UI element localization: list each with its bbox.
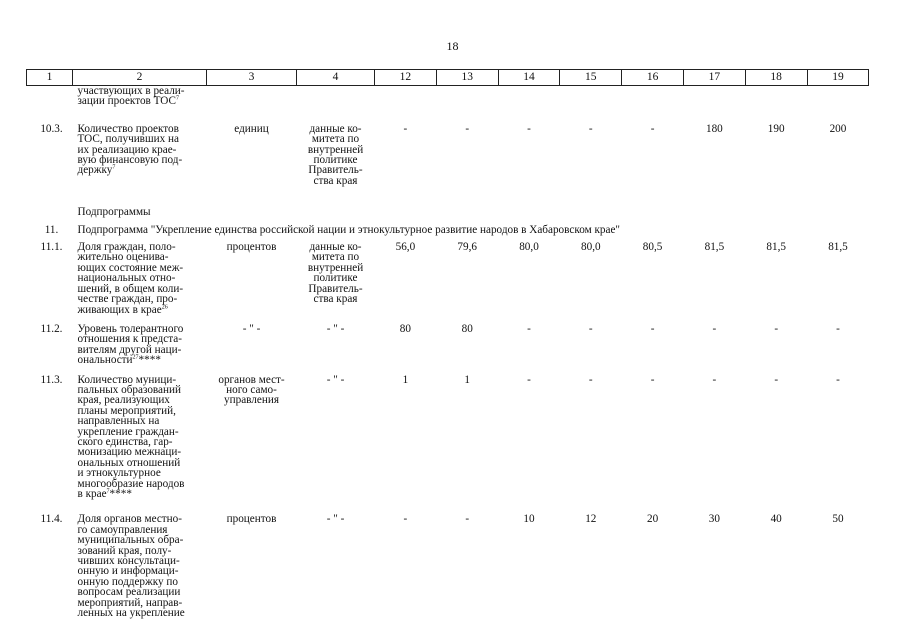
year-value xyxy=(498,86,560,124)
year-value xyxy=(498,124,560,207)
year-value-text: 80,0 xyxy=(519,241,539,254)
indicator-name xyxy=(73,324,207,375)
row-number xyxy=(27,207,73,224)
table-row xyxy=(27,324,869,375)
table-row xyxy=(27,225,869,242)
indicator-name xyxy=(73,375,207,515)
table-row xyxy=(27,86,869,124)
unit-of-measure xyxy=(207,124,297,207)
year-value-text: - xyxy=(465,122,470,135)
footnote-mark: 26 xyxy=(161,303,168,310)
footnote-asterisks: **** xyxy=(109,488,132,500)
row-number xyxy=(27,242,73,324)
footnote-mark: 7 xyxy=(176,95,179,102)
year-value-text: - xyxy=(836,373,840,386)
unit-of-measure xyxy=(207,86,297,124)
row-number xyxy=(27,86,73,124)
unit-of-measure-text: - " - xyxy=(242,322,261,335)
year-value-text: 1 xyxy=(464,373,470,386)
indicators-table xyxy=(26,69,869,618)
year-value xyxy=(807,514,869,618)
year-value-text: 80 xyxy=(461,322,473,335)
year-value-text: 190 xyxy=(767,122,785,135)
year-value-text: - xyxy=(712,322,717,335)
year-value-text: - xyxy=(588,373,593,386)
year-value xyxy=(375,86,437,124)
column-header: 13 xyxy=(436,70,498,86)
year-value-text: 79,6 xyxy=(457,241,477,254)
indicator-name xyxy=(73,124,207,207)
year-value xyxy=(807,242,869,324)
year-value xyxy=(375,375,437,515)
table-header-row xyxy=(27,70,869,86)
year-value xyxy=(436,514,498,618)
year-value-text: - xyxy=(527,122,531,135)
row-number xyxy=(27,514,73,618)
indicator-name-text: Доля граждан, поло- жительно оценива- ющих состояние меж- национальных отно- шений, в общем коли- честве граждан, про- живающих в крае xyxy=(77,241,184,316)
unit-of-measure xyxy=(207,514,297,618)
year-value xyxy=(560,375,622,515)
year-value-text: - xyxy=(403,513,408,526)
year-value xyxy=(498,514,560,618)
indicator-name xyxy=(73,86,207,124)
year-value xyxy=(560,86,622,124)
section-heading-text: Подпрограммы xyxy=(77,206,151,219)
row-number-text: 11.1. xyxy=(40,241,63,254)
unit-of-measure-text: единиц xyxy=(234,122,269,135)
table-row xyxy=(27,375,869,515)
table-row xyxy=(27,514,869,618)
row-number-text: 11.4. xyxy=(40,513,63,526)
table-body xyxy=(27,86,869,619)
unit-of-measure-text: процентов xyxy=(226,513,277,526)
year-value xyxy=(498,375,560,515)
year-value xyxy=(622,514,684,618)
unit-of-measure-text: процентов xyxy=(226,241,277,254)
year-value-text: 80,0 xyxy=(581,241,601,254)
unit-of-measure-text: органов мест- ного само- управления xyxy=(218,373,285,407)
year-value xyxy=(807,124,869,207)
table-row xyxy=(27,207,869,224)
year-value-text: - xyxy=(403,122,408,135)
unit-of-measure xyxy=(207,242,297,324)
year-value-text: 30 xyxy=(708,513,720,526)
year-value-text: - xyxy=(650,122,655,135)
year-value-text: 1 xyxy=(402,373,409,386)
data-source xyxy=(297,375,375,515)
year-value-text: 50 xyxy=(832,513,844,526)
year-value-text: 12 xyxy=(585,513,597,526)
year-value-text: - xyxy=(527,322,531,335)
year-value-text: 80,5 xyxy=(642,241,663,254)
year-value xyxy=(807,375,869,515)
year-value-text: - xyxy=(588,322,593,335)
table-row xyxy=(27,124,869,207)
row-number xyxy=(27,225,73,242)
data-source-text: данные ко- митета по внутренней политике Правитель- ства края xyxy=(307,122,364,187)
year-value-text: 81,5 xyxy=(766,241,786,254)
year-value xyxy=(622,124,684,207)
year-value xyxy=(375,514,437,618)
year-value xyxy=(683,324,745,375)
footnote-mark: 7 xyxy=(112,164,116,171)
year-value-text: - xyxy=(836,322,840,335)
data-source xyxy=(297,324,375,375)
year-value-text: 10 xyxy=(523,513,535,526)
column-header: 2 xyxy=(73,70,207,86)
year-value-text: - xyxy=(712,373,717,386)
row-number-text: 10.3. xyxy=(40,122,63,135)
year-value xyxy=(375,124,437,207)
row-number xyxy=(27,324,73,375)
column-header: 12 xyxy=(375,70,437,86)
row-number-text: 11.2. xyxy=(40,322,63,335)
year-value xyxy=(745,324,807,375)
column-header: 3 xyxy=(207,70,297,86)
row-number-text: 11. xyxy=(44,223,59,236)
year-value xyxy=(745,86,807,124)
data-source xyxy=(297,124,375,207)
section-heading-text: Подпрограмма "Укрепление единства российской нации и этнокультурное развитие народов в Хабаровском крае" xyxy=(77,223,620,236)
column-header: 4 xyxy=(297,70,375,86)
section-heading xyxy=(73,225,869,242)
row-number xyxy=(27,375,73,515)
year-value xyxy=(436,86,498,124)
year-value xyxy=(683,86,745,124)
year-value xyxy=(745,375,807,515)
footnote-asterisks: **** xyxy=(138,354,161,367)
year-value xyxy=(622,375,684,515)
year-value xyxy=(622,86,684,124)
data-source xyxy=(297,242,375,324)
year-value-text: - xyxy=(774,373,779,386)
year-value-text: - xyxy=(774,322,779,335)
indicator-name-text: Доля органов местно- го самоуправления муниципальных обра- зований края, полу- чивших консультаци- онную и информаци- онную поддержку по вопросам реализации мероприятий, направ- ленных на укрепление xyxy=(77,513,185,620)
year-value xyxy=(622,242,684,324)
year-value-text: - xyxy=(650,322,655,335)
year-value xyxy=(807,324,869,375)
year-value-text: - xyxy=(527,373,531,386)
year-value-text: - xyxy=(588,122,593,135)
indicator-name-text: участвующих в реали- зации проектов ТОС xyxy=(77,85,185,108)
year-value xyxy=(807,86,869,124)
column-header: 19 xyxy=(807,70,869,86)
column-header: 15 xyxy=(560,70,622,86)
data-source-text: данные ко- митета по внутренней политике Правитель- ства края xyxy=(307,241,364,306)
year-value xyxy=(560,124,622,207)
column-header: 16 xyxy=(622,70,684,86)
year-value-text: - xyxy=(650,373,655,386)
indicator-name-text: Количество проектов ТОС, получивших на их реализацию крае- вую финансовую под- держку xyxy=(77,122,183,177)
year-value xyxy=(560,324,622,375)
column-header: 1 xyxy=(27,70,73,86)
unit-of-measure xyxy=(207,324,297,375)
year-value-text: 200 xyxy=(829,122,847,135)
year-value xyxy=(745,124,807,207)
data-source xyxy=(297,514,375,618)
year-value-text: - xyxy=(465,513,470,526)
year-value-text: 40 xyxy=(770,513,782,526)
year-value xyxy=(498,242,560,324)
data-source-text: - " - xyxy=(326,322,345,335)
row-number-text: 11.3. xyxy=(40,373,63,386)
year-value xyxy=(375,324,437,375)
footnote-mark: 27 xyxy=(132,354,139,361)
year-value xyxy=(683,242,745,324)
page-number: 18 xyxy=(446,39,459,53)
year-value xyxy=(622,324,684,375)
year-value xyxy=(436,242,498,324)
year-value xyxy=(745,242,807,324)
year-value-text: 56,0 xyxy=(395,241,416,254)
column-header: 17 xyxy=(683,70,745,86)
year-value-text: 81,5 xyxy=(704,241,725,254)
footnote-mark: 7 xyxy=(106,488,110,495)
year-value xyxy=(683,124,745,207)
table-row xyxy=(27,242,869,324)
year-value-text: 20 xyxy=(646,513,659,526)
year-value xyxy=(436,124,498,207)
indicator-name xyxy=(73,514,207,618)
year-value xyxy=(436,375,498,515)
data-source-text: - " - xyxy=(326,513,345,526)
column-header: 14 xyxy=(498,70,560,86)
indicator-name-text: Количество муници- пальных образований края, реализующих планы мероприятий, направленных на укрепление граждан- ского единства, гар- монизацию межнаци- ональных отношений и этнокультурное многообразие народов в крае xyxy=(77,373,185,500)
indicator-name-text: Уровень толерантного отношения к предста- вителям другой наци- ональности xyxy=(77,322,184,367)
year-value-text: 180 xyxy=(705,122,723,135)
row-number xyxy=(27,124,73,207)
year-value xyxy=(560,242,622,324)
year-value-text: 80 xyxy=(399,322,411,335)
year-value xyxy=(560,514,622,618)
unit-of-measure xyxy=(207,375,297,515)
year-value xyxy=(745,514,807,618)
year-value xyxy=(375,242,437,324)
indicator-name xyxy=(73,242,207,324)
year-value xyxy=(683,514,745,618)
data-source xyxy=(297,86,375,124)
data-source-text: - " - xyxy=(326,373,345,386)
year-value xyxy=(436,324,498,375)
section-heading xyxy=(73,207,869,224)
year-value-text: 81,5 xyxy=(828,241,848,254)
year-value xyxy=(683,375,745,515)
year-value xyxy=(498,324,560,375)
column-header: 18 xyxy=(745,70,807,86)
